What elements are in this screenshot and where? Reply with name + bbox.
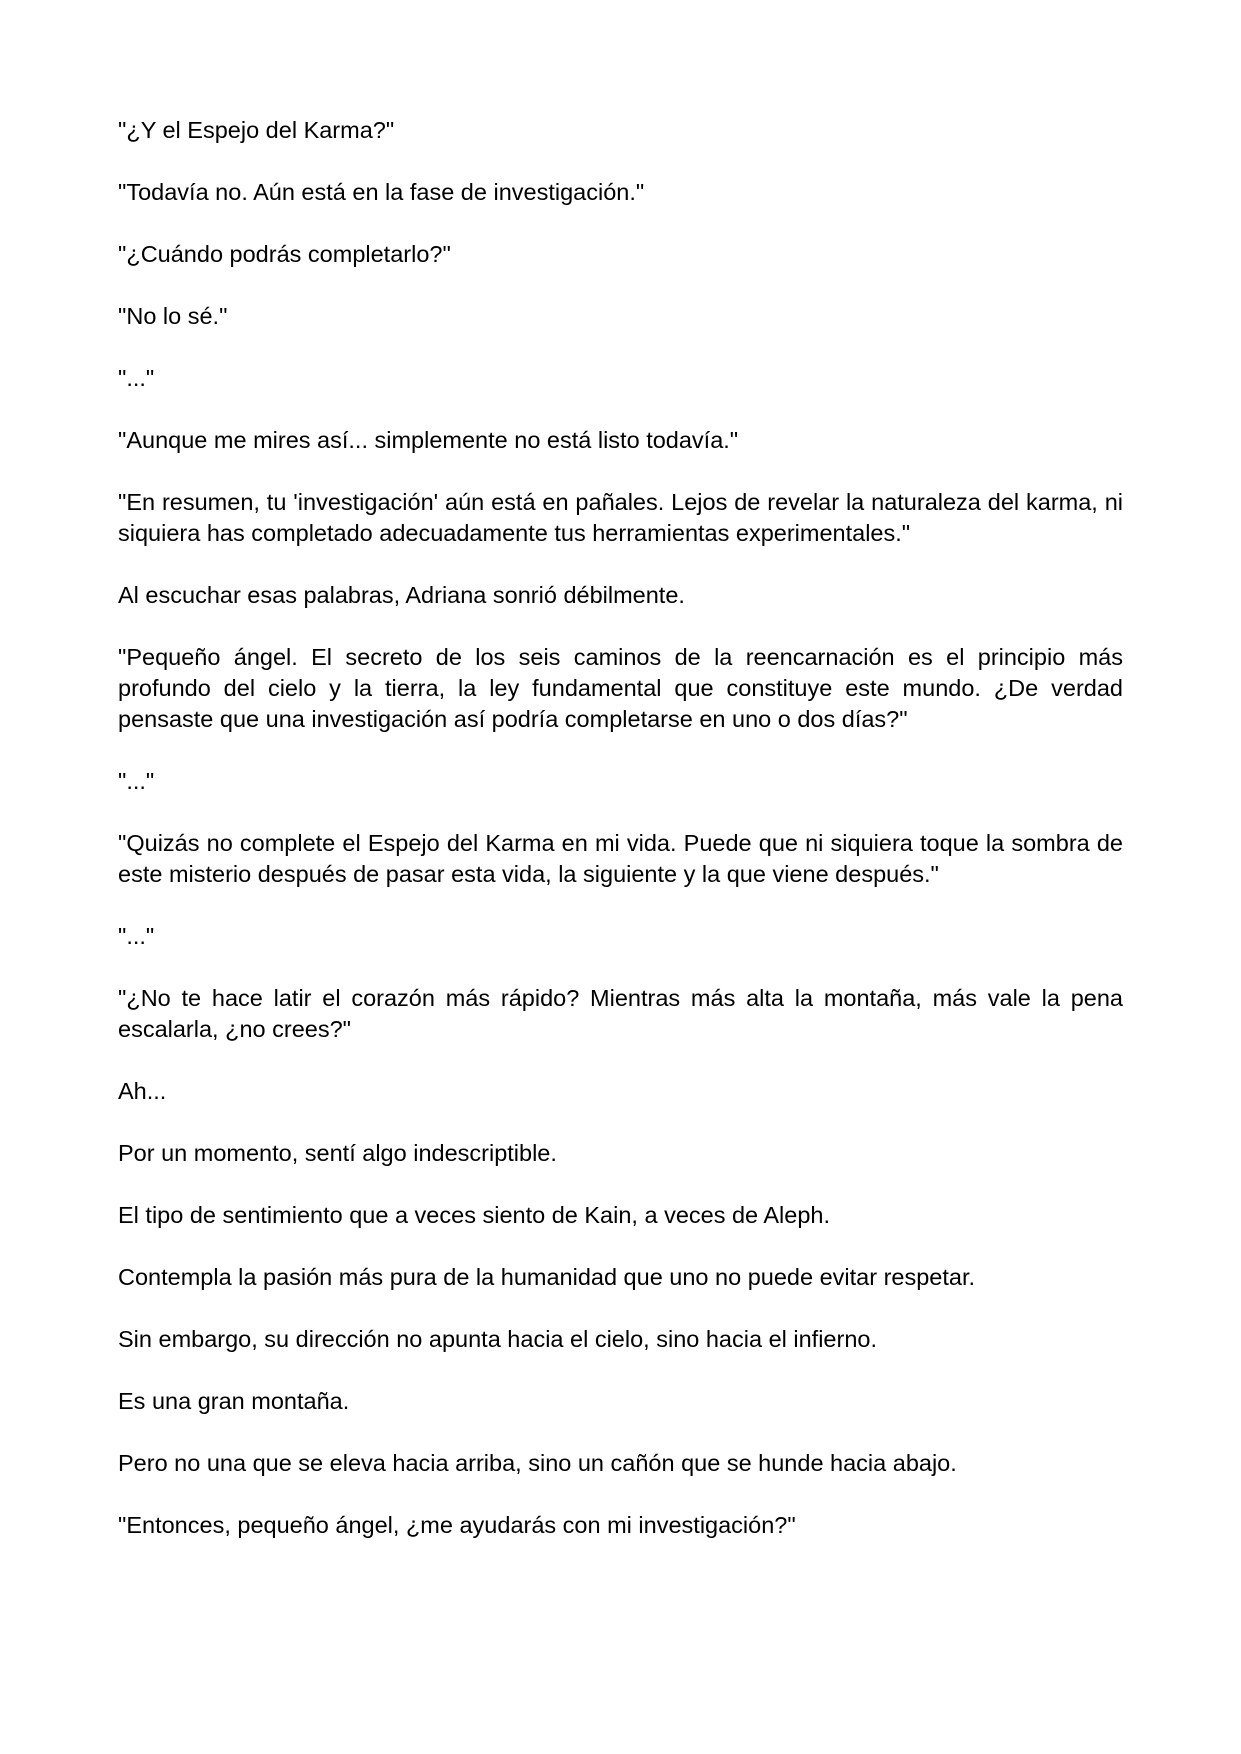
paragraph-1: "¿Y el Espejo del Karma?" bbox=[118, 117, 395, 143]
paragraph-2: "Todavía no. Aún está en la fase de investigación." bbox=[118, 179, 645, 205]
paragraph-13: "¿No te hace latir el corazón más rápido? Mientras más alta la montaña, más vale la pena escalarla, ¿no crees?" bbox=[118, 985, 1123, 1042]
paragraph-9: "Pequeño ángel. El secreto de los seis caminos de la reencarnación es el principio más profundo del cielo y la tierra, la ley fundamental que constituye este mundo. ¿De verdad pensaste que una investigación así podría completarse en uno o dos días?" bbox=[118, 644, 1123, 732]
paragraph-15: Por un momento, sentí algo indescriptible. bbox=[118, 1140, 557, 1166]
paragraph-7: "En resumen, tu 'investigación' aún está en pañales. Lejos de revelar la naturaleza del karma, ni siquiera has completado adecuadamente tus herramientas experimentales." bbox=[118, 489, 1123, 546]
paragraph-21: "Entonces, pequeño ángel, ¿me ayudarás con mi investigación?" bbox=[118, 1512, 796, 1538]
paragraph-20: Pero no una que se eleva hacia arriba, sino un cañón que se hunde hacia abajo. bbox=[118, 1450, 957, 1476]
paragraph-6: "Aunque me mires así... simplemente no está listo todavía." bbox=[118, 427, 739, 453]
paragraph-12: "..." bbox=[118, 923, 155, 949]
paragraph-5: "..." bbox=[118, 365, 155, 391]
paragraph-11: "Quizás no complete el Espejo del Karma en mi vida. Puede que ni siquiera toque la sombra de este misterio después de pasar esta vida, la siguiente y la que viene después." bbox=[118, 830, 1123, 887]
paragraph-4: "No lo sé." bbox=[118, 303, 228, 329]
paragraph-14: Ah... bbox=[118, 1078, 167, 1104]
paragraph-19: Es una gran montaña. bbox=[118, 1388, 350, 1414]
paragraph-18: Sin embargo, su dirección no apunta hacia el cielo, sino hacia el infierno. bbox=[118, 1326, 877, 1352]
paragraph-17: Contempla la pasión más pura de la humanidad que uno no puede evitar respetar. bbox=[118, 1264, 976, 1290]
paragraph-8: Al escuchar esas palabras, Adriana sonrió débilmente. bbox=[118, 582, 685, 608]
paragraph-3: "¿Cuándo podrás completarlo?" bbox=[118, 241, 451, 267]
paragraph-16: El tipo de sentimiento que a veces siento de Kain, a veces de Aleph. bbox=[118, 1202, 830, 1228]
paragraph-10: "..." bbox=[118, 768, 155, 794]
text-body bbox=[118, 115, 1123, 1572]
